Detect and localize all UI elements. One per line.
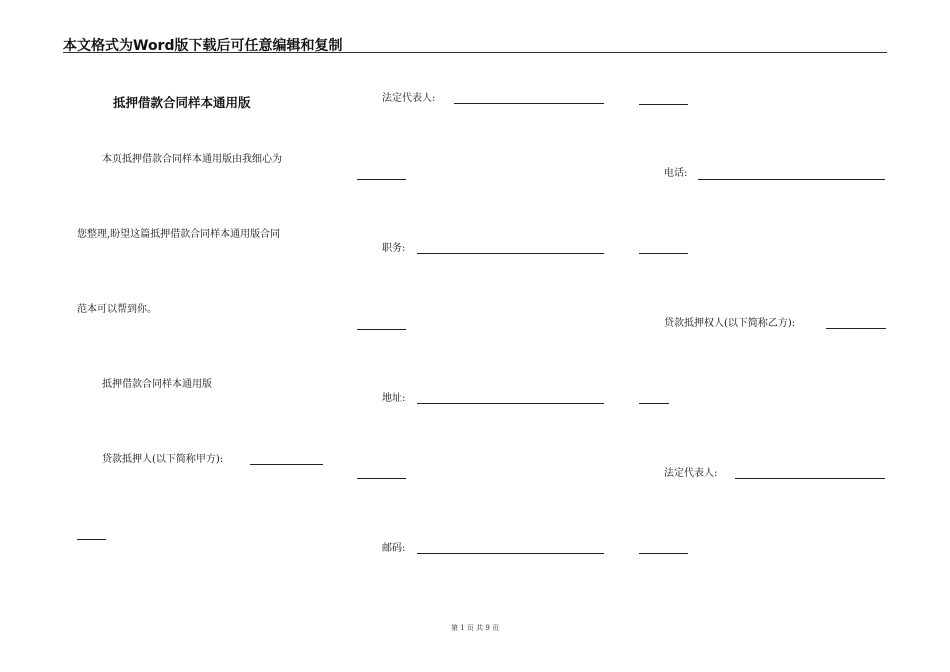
col3-phone-blank [698, 179, 885, 180]
col3-legal-rep-blank [735, 478, 885, 479]
col2-postcode-blank [417, 553, 604, 554]
party-a-label: 贷款抵押人(以下简称甲方): [102, 454, 224, 465]
col3-legal-rep-label: 法定代表人: [664, 468, 718, 479]
col2-position-blank-cont [357, 329, 406, 330]
intro-line-3: 范本可以帮到你。 [77, 304, 157, 315]
col2-position-blank [417, 253, 604, 254]
col2-address-label: 地址: [382, 393, 406, 404]
page-header: 本文格式为Word版下载后可任意编辑和复制 [63, 38, 343, 54]
col2-postcode-label: 邮码: [382, 543, 406, 554]
col3-party-b-blank-cont [639, 403, 669, 404]
col2-legal-rep-blank [454, 103, 604, 104]
party-a-blank [250, 464, 323, 465]
col2-address-blank-cont [357, 478, 406, 479]
intro-line-1: 本页抵押借款合同样本通用版由我细心为 [102, 154, 282, 165]
col3-party-b-blank [826, 328, 886, 329]
party-a-blank-cont [77, 539, 106, 540]
page-number: 第 1 页 共 9 页 [450, 624, 500, 632]
col3-legal-rep-blank-cont [639, 553, 688, 554]
col2-address-blank [417, 403, 604, 404]
col3-party-b-label: 贷款抵押权人(以下简称乙方): [664, 318, 796, 329]
document-subtitle: 抵押借款合同样本通用版 [102, 379, 212, 390]
col3-blank-2 [639, 253, 688, 254]
header-divider [63, 52, 887, 53]
col2-position-label: 职务: [382, 243, 406, 254]
intro-line-2: 您整理,盼望这篇抵押借款合同样本通用版合同 [77, 229, 281, 240]
col3-blank-1 [639, 104, 688, 105]
document-title: 抵押借款合同样本通用版 [113, 95, 251, 110]
col2-legal-rep-label: 法定代表人: [382, 93, 436, 104]
col2-legal-rep-blank-cont [357, 179, 406, 180]
col3-phone-label: 电话: [664, 168, 688, 179]
